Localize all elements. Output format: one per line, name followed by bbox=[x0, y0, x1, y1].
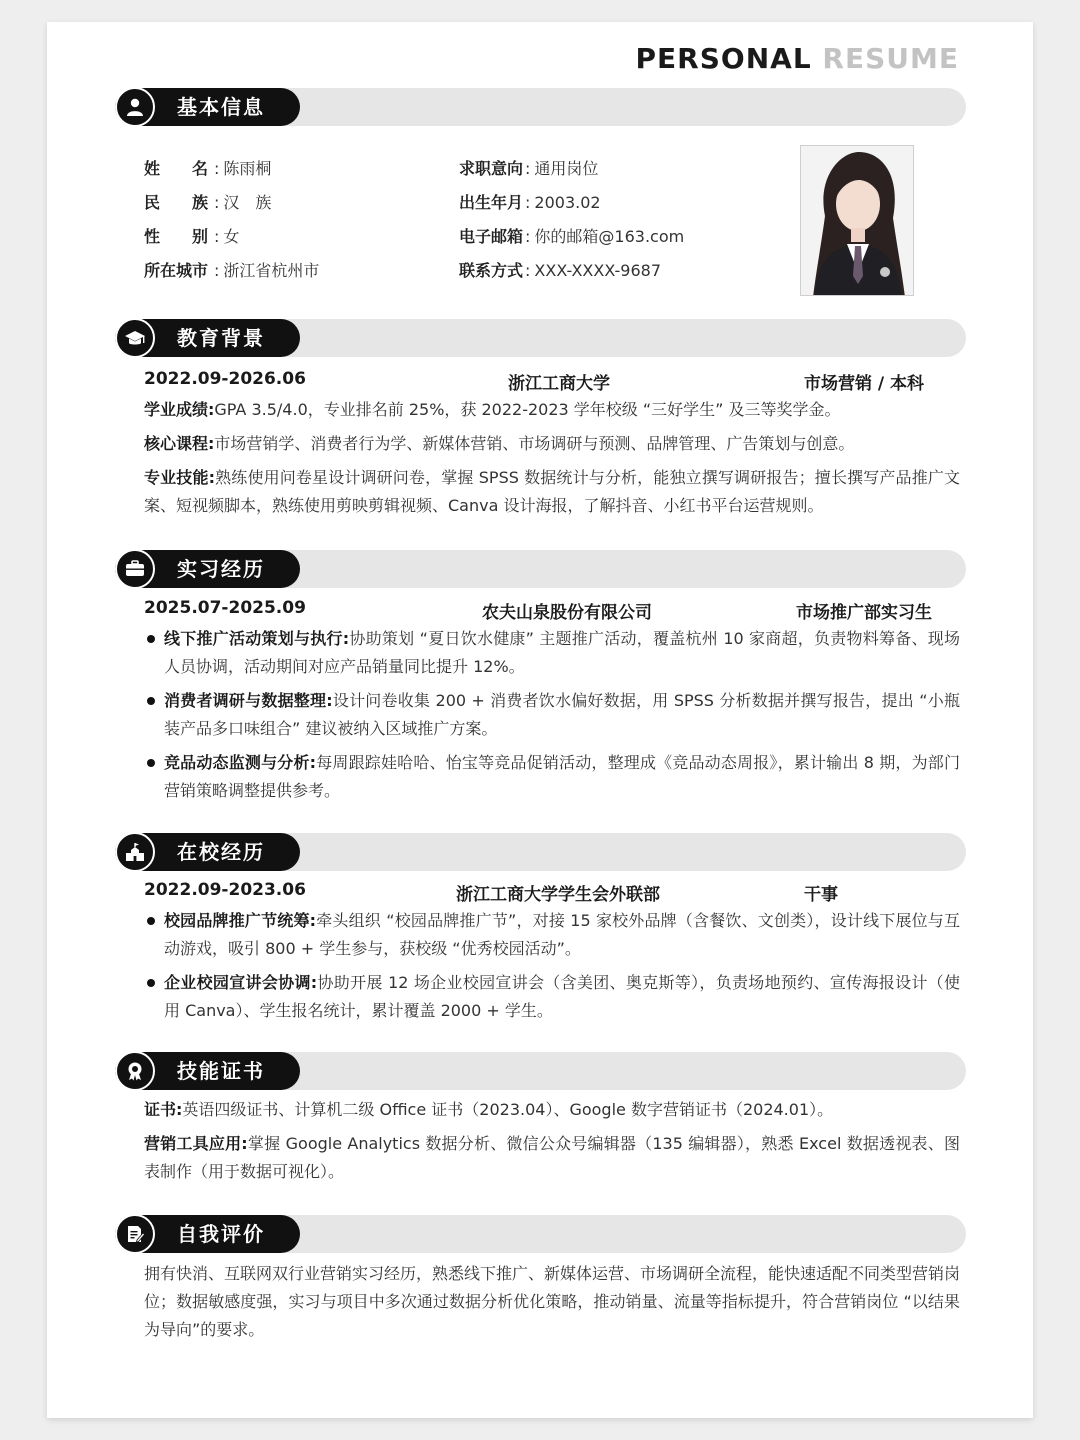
info-ethnic: 民 族 : 汉 族 bbox=[144, 193, 272, 212]
section-title: 教育背景 bbox=[177, 326, 265, 350]
campus-entry-header bbox=[144, 880, 934, 904]
education-entry-header bbox=[144, 369, 934, 393]
campus-item: 企业校园宣讲会协调:协助开展 12 场企业校园宣讲会（含美团、奥克斯等），负责场地预约、宣传海报设计（使用 Canva）、学生报名统计，累计覆盖 2000 + 学生。 bbox=[144, 969, 960, 1025]
info-intent: 求职意向 : 通用岗位 bbox=[459, 159, 599, 178]
info-birth: 出生年月 : 2003.02 bbox=[459, 193, 601, 212]
education-courses: 核心课程:市场营销学、消费者行为学、新媒体营销、市场调研与预测、品牌管理、广告策划与创意。 bbox=[144, 434, 855, 453]
info-city: 所在城市 : 浙江省杭州市 bbox=[144, 261, 320, 280]
internship-company: 农夫山泉股份有限公司 bbox=[482, 603, 652, 623]
info-email: 电子邮箱 : 你的邮箱@163.com bbox=[459, 227, 685, 246]
internship-entry-header bbox=[144, 598, 934, 622]
section-header-campus bbox=[115, 833, 966, 871]
person-icon bbox=[115, 87, 155, 127]
campus-role: 干事 bbox=[804, 885, 838, 905]
section-header-skills bbox=[115, 1052, 966, 1090]
section-header-internship bbox=[115, 550, 966, 588]
info-phone: 联系方式 : XXX-XXXX-9687 bbox=[459, 261, 662, 280]
profile-photo bbox=[800, 145, 914, 296]
education-major: 市场营销 / 本科 bbox=[804, 374, 925, 394]
education-school: 浙江工商大学 bbox=[508, 374, 610, 394]
resume-title: PERSONAL RESUME bbox=[635, 42, 959, 75]
campus-item: 校园品牌推广节统筹:牵头组织 “校园品牌推广节”，对接 15 家校外品牌（含餐饮、文创类），设计线下展位与互动游戏，吸引 800 + 学生参与，获校级 “优秀校园活动”。 bbox=[144, 907, 960, 963]
resume-page bbox=[47, 22, 1033, 1418]
campus-period: 2022.09-2023.06 bbox=[144, 880, 306, 900]
internship-item: 线下推广活动策划与执行:协助策划 “夏日饮水健康” 主题推广活动，覆盖杭州 10 家商超，负责物料筹备、现场人员协调，活动期间对应产品销量同比提升 12%。 bbox=[144, 625, 960, 681]
graduation-cap-icon bbox=[115, 318, 155, 358]
education-skills: 专业技能:熟练使用问卷星设计调研问卷，掌握 SPSS 数据统计与分析，能独立撰写调研报告；擅长撰写产品推广文案、短视频脚本，熟练使用剪映剪辑视频、Canva 设计海报，了解抖音、小红书平台运营规则。 bbox=[144, 468, 960, 515]
section-title: 技能证书 bbox=[177, 1059, 265, 1083]
info-name: 姓 名 : 陈雨桐 bbox=[144, 159, 272, 178]
briefcase-icon bbox=[115, 549, 155, 589]
award-icon bbox=[115, 1051, 155, 1091]
section-header-basic bbox=[115, 88, 966, 126]
internship-item: 竞品动态监测与分析:每周跟踪娃哈哈、怡宝等竞品促销活动，整理成《竞品动态周报》，累计输出 8 期，为部门营销策略调整提供参考。 bbox=[144, 749, 960, 805]
skills-certificates: 证书:英语四级证书、计算机二级 Office 证书（2023.04）、Google 数字营销证书（2024.01）。 bbox=[144, 1100, 834, 1119]
section-title: 实习经历 bbox=[177, 557, 265, 581]
section-title: 基本信息 bbox=[177, 95, 265, 119]
section-header-education bbox=[115, 319, 966, 357]
education-period: 2022.09-2026.06 bbox=[144, 369, 306, 389]
section-title: 在校经历 bbox=[177, 840, 265, 864]
education-score: 学业成绩:GPA 3.5/4.0，专业排名前 25%，获 2022-2023 学年校级 “三好学生” 及三等奖学金。 bbox=[144, 400, 841, 419]
internship-item: 消费者调研与数据整理:设计问卷收集 200 + 消费者饮水偏好数据，用 SPSS 分析数据并撰写报告，提出 “小瓶装产品多口味组合” 建议被纳入区域推广方案。 bbox=[144, 687, 960, 743]
section-title: 自我评价 bbox=[177, 1222, 265, 1246]
skills-tools: 营销工具应用:掌握 Google Analytics 数据分析、微信公众号编辑器（135 编辑器），熟悉 Excel 数据透视表、图表制作（用于数据可视化）。 bbox=[144, 1134, 960, 1181]
campus-org: 浙江工商大学学生会外联部 bbox=[456, 885, 660, 905]
building-icon bbox=[115, 832, 155, 872]
self-evaluation: 拥有快消、互联网双行业营销实习经历，熟悉线下推广、新媒体运营、市场调研全流程，能快速适配不同类型营销岗位；数据敏感度强，实习与项目中多次通过数据分析优化策略，推动销量、流量等指标提升，符合营销岗位 “以结果为导向”的要求。 bbox=[144, 1264, 961, 1339]
internship-role: 市场推广部实习生 bbox=[796, 603, 932, 623]
section-header-self bbox=[115, 1215, 966, 1253]
info-gender: 性 别 : 女 bbox=[144, 227, 240, 246]
document-edit-icon bbox=[115, 1214, 155, 1254]
internship-period: 2025.07-2025.09 bbox=[144, 598, 306, 618]
